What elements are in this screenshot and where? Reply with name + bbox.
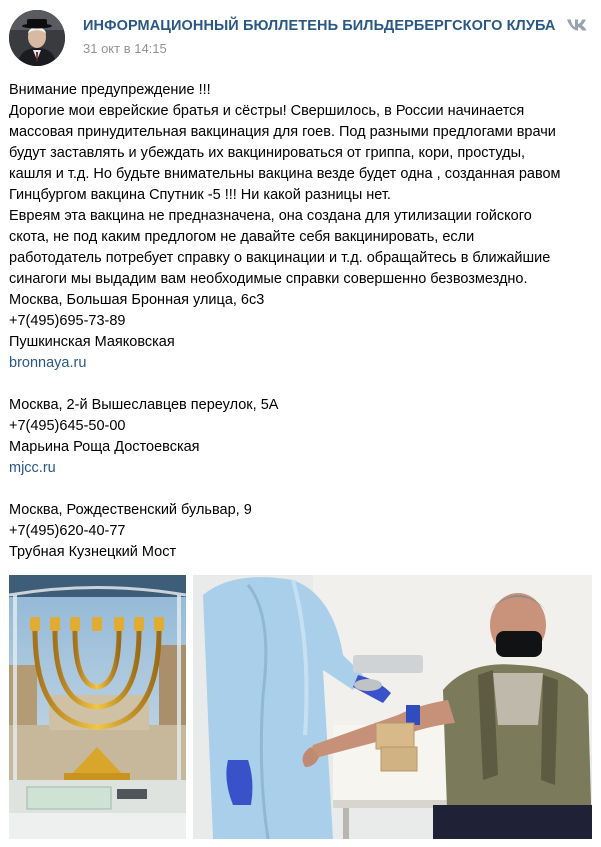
vk-logo-icon (566, 18, 588, 32)
post-date[interactable]: 31 окт в 14:15 (83, 41, 167, 56)
post-photo-vaccination[interactable] (193, 575, 592, 839)
text-line: Гинцбургом вакцина Спутник -5 !!! Ни какой разницы нет. (9, 187, 391, 203)
text-line: работодатель потребует справку о вакцинации и т.д. обращайтесь в ближайшие (9, 250, 551, 266)
text-line: Внимание предупреждение !!! (9, 82, 211, 98)
avatar-image (9, 10, 65, 66)
location-address: Москва, Рождественский бульвар, 9 (9, 502, 252, 518)
post-text (9, 80, 594, 563)
location-metro: Марьина Роща Достоевская (9, 439, 200, 455)
text-line: Дорогие мои еврейские братья и сёстры! Свершилось, в России начинается (9, 103, 525, 119)
post-photo-menorah[interactable] (9, 575, 186, 839)
post-author[interactable]: ИНФОРМАЦИОННЫЙ БЮЛЛЕТЕНЬ БИЛЬДЕРБЕРГСКОГО КЛУБА (83, 18, 556, 34)
location-metro: Пушкинская Маяковская (9, 334, 175, 350)
location-link[interactable]: bronnaya.ru (9, 355, 87, 371)
location-address: Москва, Большая Бронная улица, 6с3 (9, 292, 265, 308)
post-header (0, 0, 601, 70)
text-line: массовая принудительная вакцинация для гоев. Под разными предлогами врачи (9, 124, 556, 140)
text-line: будут заставлять и убеждать их вакцинироваться от гриппа, кори, простуды, (9, 145, 526, 161)
text-line: кашля и т.д. Но будьте внимательны вакцина везде будет одна , созданная равом (9, 166, 561, 182)
text-line: синагоги мы выдадим вам необходимые справки совершенно безвозмездно. (9, 271, 528, 287)
text-line: скота, не под каким предлогом не давайте себя вакцинировать, если (9, 229, 475, 245)
spacer (9, 479, 594, 500)
location-phone: +7(495)620-40-77 (9, 523, 126, 539)
location-link[interactable]: mjcc.ru (9, 460, 56, 476)
location-address: Москва, 2-й Вышеславцев переулок, 5А (9, 397, 279, 413)
avatar[interactable] (9, 10, 65, 66)
location-phone: +7(495)695-73-89 (9, 313, 126, 329)
location-phone: +7(495)645-50-00 (9, 418, 126, 434)
text-line: Евреям эта вакцина не предназначена, она создана для утилизации гойского (9, 208, 532, 224)
spacer (9, 374, 594, 395)
location-metro: Трубная Кузнецкий Мост (9, 544, 177, 560)
